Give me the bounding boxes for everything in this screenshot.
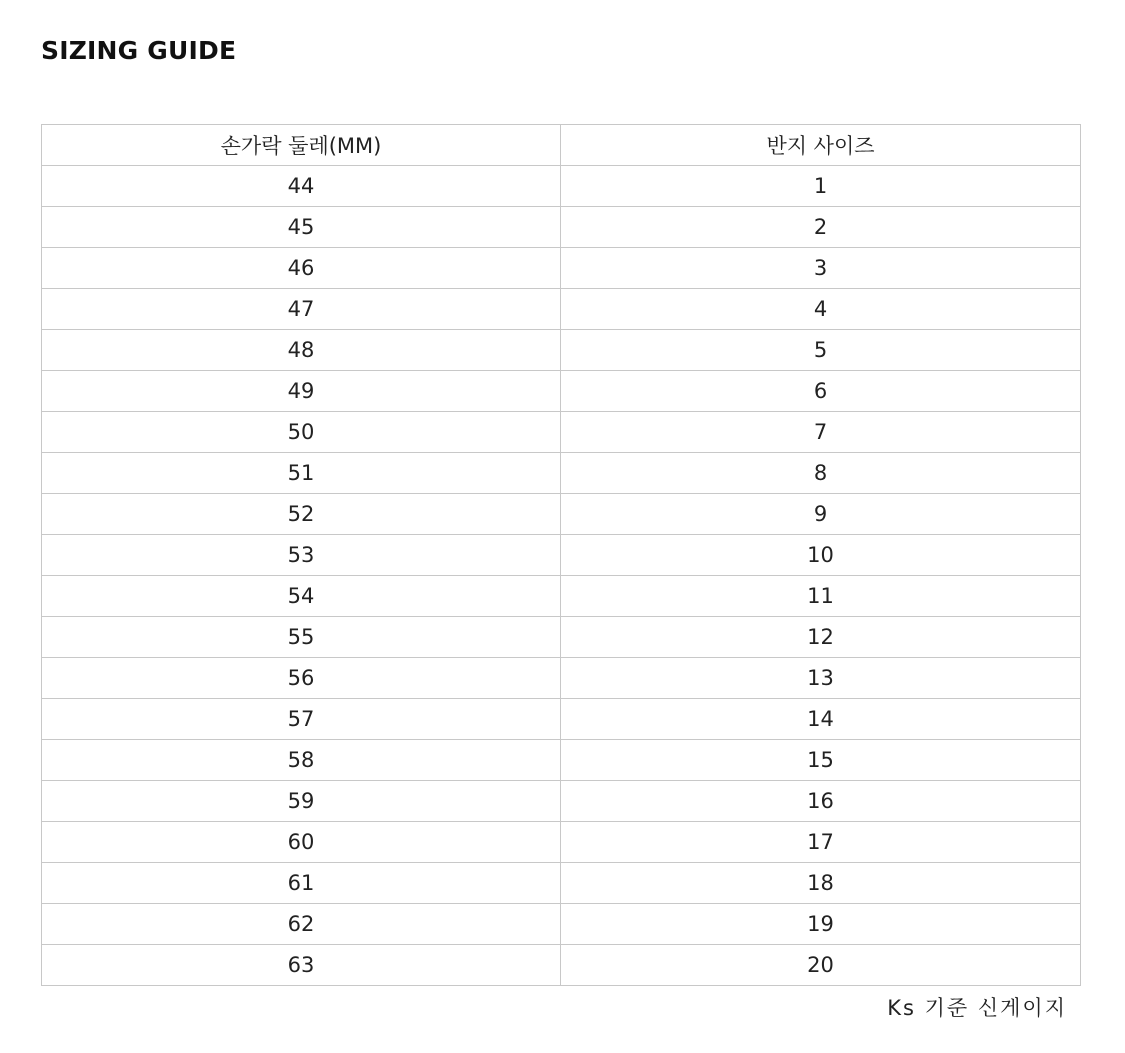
ring-size-cell: 20 — [561, 945, 1081, 986]
finger-circumference-cell: 47 — [42, 289, 561, 330]
table-row — [42, 248, 1081, 289]
finger-circumference-cell: 57 — [42, 699, 561, 740]
ring-size-cell: 6 — [561, 371, 1081, 412]
table-row — [42, 330, 1081, 371]
table-row — [42, 863, 1081, 904]
ring-size-cell: 3 — [561, 248, 1081, 289]
table-row — [42, 166, 1081, 207]
ring-size-cell: 11 — [561, 576, 1081, 617]
ring-size-cell: 7 — [561, 412, 1081, 453]
ring-size-cell: 10 — [561, 535, 1081, 576]
table-row — [42, 740, 1081, 781]
table-row — [42, 412, 1081, 453]
finger-circumference-cell: 45 — [42, 207, 561, 248]
ring-size-cell: 9 — [561, 494, 1081, 535]
page-title: SIZING GUIDE — [41, 36, 237, 65]
table-body — [42, 166, 1081, 986]
ring-size-cell: 1 — [561, 166, 1081, 207]
ring-size-cell: 17 — [561, 822, 1081, 863]
ring-size-cell: 15 — [561, 740, 1081, 781]
table-row — [42, 494, 1081, 535]
finger-circumference-cell: 61 — [42, 863, 561, 904]
header-finger-circumference: 손가락 둘레(MM) — [42, 125, 561, 166]
ring-size-cell: 14 — [561, 699, 1081, 740]
finger-circumference-cell: 51 — [42, 453, 561, 494]
table-header-row — [42, 125, 1081, 166]
ring-size-cell: 4 — [561, 289, 1081, 330]
table-row — [42, 781, 1081, 822]
finger-circumference-cell: 63 — [42, 945, 561, 986]
header-ring-size: 반지 사이즈 — [561, 125, 1081, 166]
ring-size-cell: 5 — [561, 330, 1081, 371]
finger-circumference-cell: 44 — [42, 166, 561, 207]
ring-size-cell: 12 — [561, 617, 1081, 658]
table-row — [42, 904, 1081, 945]
finger-circumference-cell: 52 — [42, 494, 561, 535]
sizing-table — [41, 124, 1081, 986]
standard-footnote: Ks 기준 신게이지 — [887, 996, 1067, 1020]
ring-size-cell: 16 — [561, 781, 1081, 822]
table-row — [42, 207, 1081, 248]
finger-circumference-cell: 59 — [42, 781, 561, 822]
table-row — [42, 535, 1081, 576]
table-row — [42, 453, 1081, 494]
finger-circumference-cell: 56 — [42, 658, 561, 699]
ring-size-cell: 2 — [561, 207, 1081, 248]
ring-size-cell: 18 — [561, 863, 1081, 904]
finger-circumference-cell: 54 — [42, 576, 561, 617]
ring-size-cell: 13 — [561, 658, 1081, 699]
finger-circumference-cell: 55 — [42, 617, 561, 658]
finger-circumference-cell: 49 — [42, 371, 561, 412]
table-row — [42, 658, 1081, 699]
table-row — [42, 617, 1081, 658]
table-row — [42, 289, 1081, 330]
finger-circumference-cell: 62 — [42, 904, 561, 945]
table-row — [42, 822, 1081, 863]
finger-circumference-cell: 60 — [42, 822, 561, 863]
finger-circumference-cell: 53 — [42, 535, 561, 576]
finger-circumference-cell: 46 — [42, 248, 561, 289]
finger-circumference-cell: 48 — [42, 330, 561, 371]
ring-size-cell: 8 — [561, 453, 1081, 494]
finger-circumference-cell: 50 — [42, 412, 561, 453]
finger-circumference-cell: 58 — [42, 740, 561, 781]
ring-size-cell: 19 — [561, 904, 1081, 945]
table-row — [42, 371, 1081, 412]
table-row — [42, 699, 1081, 740]
table-row — [42, 945, 1081, 986]
table-row — [42, 576, 1081, 617]
